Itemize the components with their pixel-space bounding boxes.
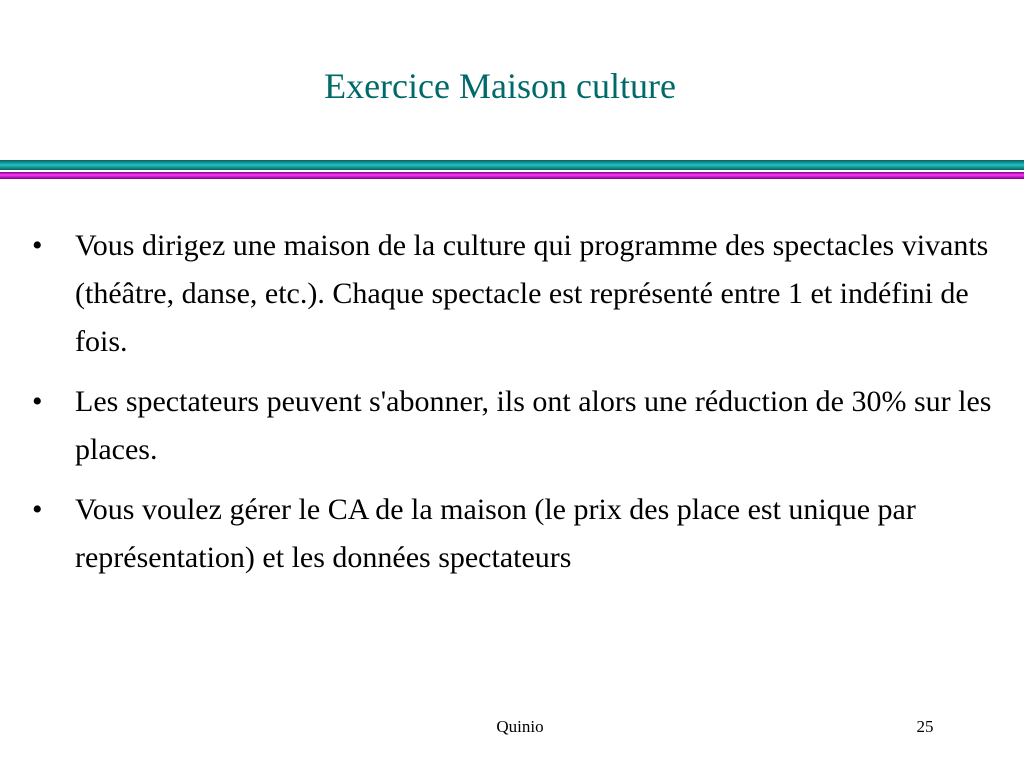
bullet-item xyxy=(0,378,1024,474)
bullet-list xyxy=(0,222,1024,594)
title-rule-magenta xyxy=(0,172,1024,179)
bullet-text: Vous dirigez une maison de la culture qui programme des spectacles vivants (théâtre, danse, etc.). Chaque spectacle est représenté entre 1 et indéfini de fois. xyxy=(75,229,989,358)
bullet-item xyxy=(0,486,1024,582)
bullet-item xyxy=(0,222,1024,366)
bullet-text: Les spectateurs peuvent s'abonner, ils ont alors une réduction de 30% sur les places. xyxy=(75,385,992,466)
slide-title: Exercice Maison culture xyxy=(324,66,676,107)
bullet-icon: • xyxy=(32,229,43,262)
bullet-text: Vous voulez gérer le CA de la maison (le prix des place est unique par représentation) et les données spectateurs xyxy=(75,493,916,574)
page-number: 25 xyxy=(916,717,934,736)
bullet-icon: • xyxy=(32,385,43,418)
footer-author: Quinio xyxy=(496,717,544,736)
bullet-icon: • xyxy=(32,493,43,526)
title-rule-teal xyxy=(0,160,1024,170)
